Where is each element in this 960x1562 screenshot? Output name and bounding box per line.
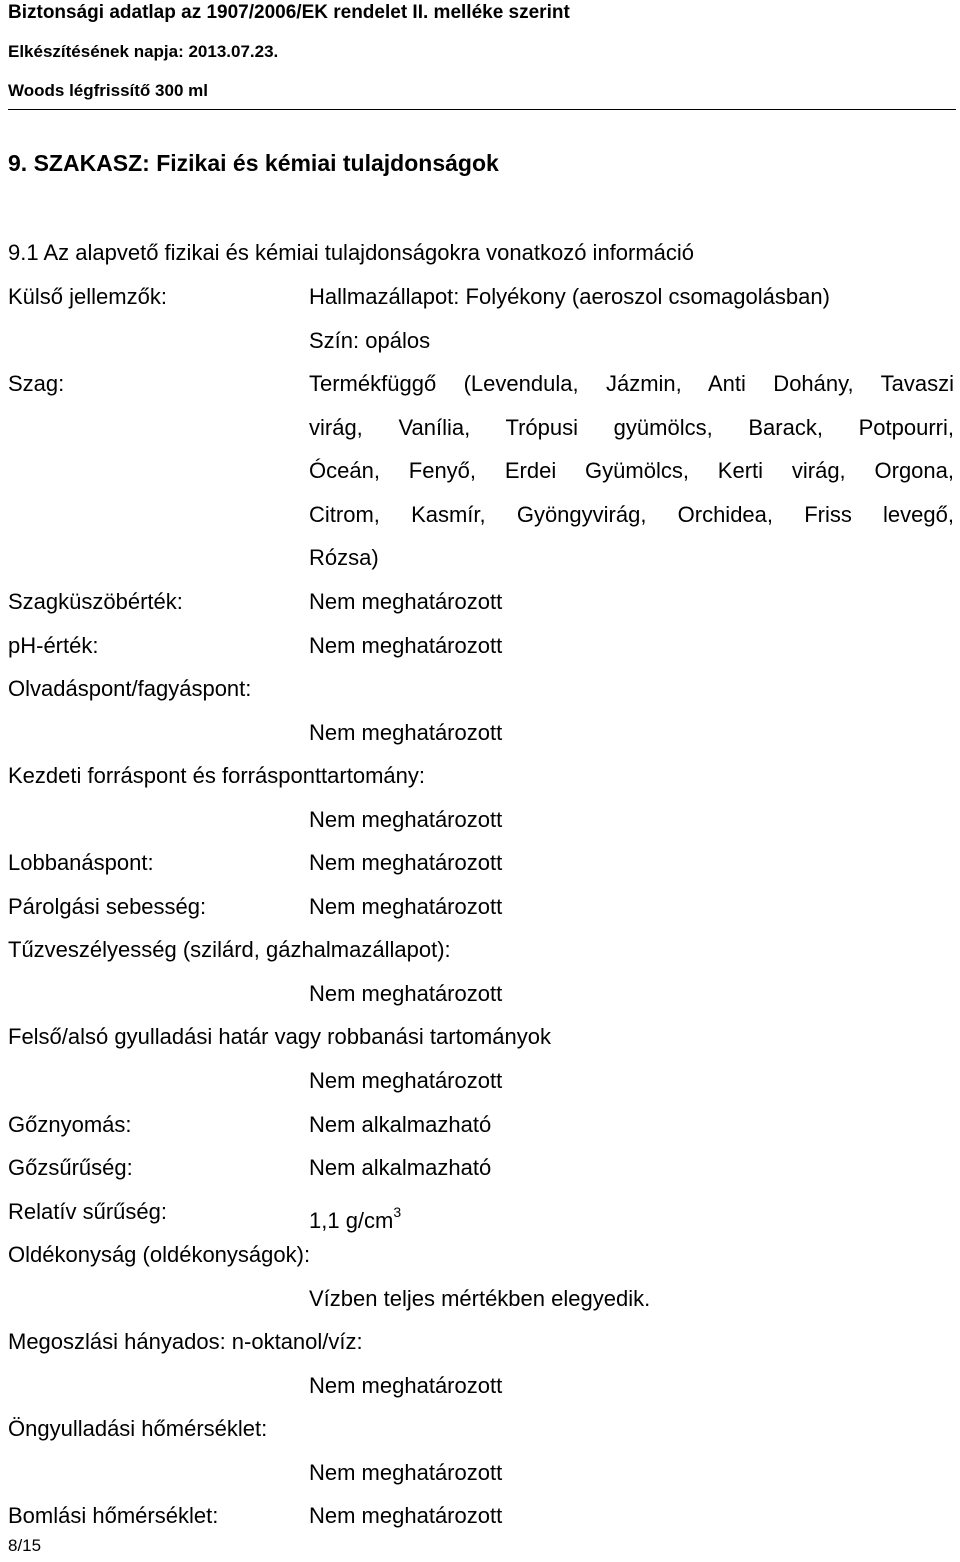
product-name: Woods légfrissítő 300 ml <box>8 81 208 100</box>
odor-line: Termékfüggő (Levendula, Jázmin, Anti Dohány, Tavaszi <box>309 371 954 396</box>
header-divider <box>8 109 956 110</box>
evaporation-rate-value: Nem meghatározott <box>309 894 503 919</box>
flammability-label: Tűzveszélyesség (szilárd, gázhalmazállapot): <box>8 937 451 962</box>
document-date: Elkészítésének napja: 2013.07.23. <box>8 42 279 61</box>
autoignition-label: Öngyulladási hőmérséklet: <box>8 1416 268 1441</box>
odor-threshold-label: Szagküszöbérték: <box>8 589 183 614</box>
explosive-limits-value: Nem meghatározott <box>309 1068 503 1093</box>
decomposition-value: Nem meghatározott <box>309 1503 503 1528</box>
odor-line: Citrom, Kasmír, Gyöngyvirág, Orchidea, Friss levegő, <box>309 502 954 527</box>
melting-point-label: Olvadáspont/fagyáspont: <box>8 676 252 701</box>
autoignition-value: Nem meghatározott <box>309 1460 503 1485</box>
document-header-title: Biztonsági adatlap az 1907/2006/EK rendelet II. melléke szerint <box>8 2 570 23</box>
boiling-point-label: Kezdeti forráspont és forrásponttartomány: <box>8 763 425 788</box>
solubility-label: Oldékonyság (oldékonyságok): <box>8 1242 311 1267</box>
appearance-state: Hallmazállapot: Folyékony (aeroszol csomagolásban) <box>309 284 830 309</box>
relative-density-value <box>309 1199 401 1234</box>
decomposition-label: Bomlási hőmérséklet: <box>8 1503 219 1528</box>
solubility-value: Vízben teljes mértékben elegyedik. <box>309 1286 651 1311</box>
ph-label: pH-érték: <box>8 633 99 658</box>
relative-density-label: Relatív sűrűség: <box>8 1199 167 1224</box>
partition-coefficient-value: Nem meghatározott <box>309 1373 503 1398</box>
partition-coefficient-label: Megoszlási hányados: n-oktanol/víz: <box>8 1329 363 1354</box>
appearance-label: Külső jellemzők: <box>8 284 167 309</box>
odor-line: virág, Vanília, Trópusi gyümölcs, Barack, Potpourri, <box>309 415 954 440</box>
page-number: 8/15 <box>8 1536 42 1555</box>
section-subtitle: 9.1 Az alapvető fizikai és kémiai tulajdonságokra vonatkozó információ <box>8 240 695 265</box>
vapor-pressure-value: Nem alkalmazható <box>309 1112 492 1137</box>
ph-value: Nem meghatározott <box>309 633 503 658</box>
vapor-density-label: Gőzsűrűség: <box>8 1155 133 1180</box>
odor-label: Szag: <box>8 371 65 396</box>
explosive-limits-label: Felső/alsó gyulladási határ vagy robbanási tartományok <box>8 1024 551 1049</box>
boiling-point-value: Nem meghatározott <box>309 807 503 832</box>
flammability-value: Nem meghatározott <box>309 981 503 1006</box>
flash-point-value: Nem meghatározott <box>309 850 503 875</box>
relative-density-number: 1,1 g/cm <box>309 1208 394 1233</box>
evaporation-rate-label: Párolgási sebesség: <box>8 894 207 919</box>
flash-point-label: Lobbanáspont: <box>8 850 154 875</box>
odor-line: Óceán, Fenyő, Erdei Gyümölcs, Kerti virág, Orgona, <box>309 458 954 483</box>
vapor-pressure-label: Gőznyomás: <box>8 1112 132 1137</box>
odor-line: Rózsa) <box>309 545 379 570</box>
section-title: 9. SZAKASZ: Fizikai és kémiai tulajdonságok <box>8 150 499 176</box>
relative-density-exponent: 3 <box>393 1204 402 1220</box>
appearance-color: Szín: opálos <box>309 328 431 353</box>
vapor-density-value: Nem alkalmazható <box>309 1155 492 1180</box>
odor-threshold-value: Nem meghatározott <box>309 589 503 614</box>
melting-point-value: Nem meghatározott <box>309 720 503 745</box>
